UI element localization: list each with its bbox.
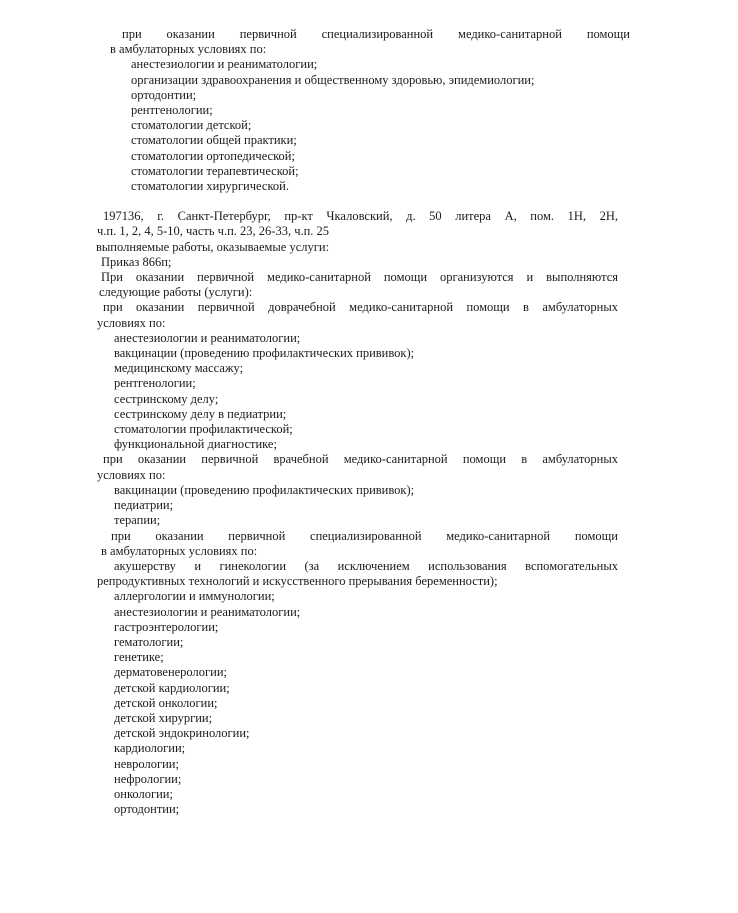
document-line: репродуктивных технологий и искусственного прерывания беременности); <box>97 574 498 589</box>
document-line: стоматологии терапевтической; <box>131 163 299 178</box>
document-line: детской хирургии; <box>114 710 213 725</box>
document-line: в амбулаторных условиях по: <box>110 42 267 57</box>
document-line: детской онкологии; <box>114 695 218 710</box>
document-line: условиях по: <box>97 315 166 330</box>
document-line: сестринскому делу; <box>114 391 219 406</box>
document-line: при оказании первичной специализированной медико-санитарной помощи <box>111 528 618 543</box>
document-line: стоматологии хирургической. <box>131 179 289 194</box>
document-line: анестезиологии и реаниматологии; <box>114 604 301 619</box>
document-line: рентгенологии; <box>114 376 196 391</box>
document-line: вакцинации (проведению профилактических прививок); <box>114 482 415 497</box>
document-line: педиатрии; <box>114 498 174 513</box>
document-line: стоматологии профилактической; <box>114 422 293 437</box>
document-line: выполняемые работы, оказываемые услуги: <box>96 239 330 254</box>
document-line: кардиологии; <box>114 741 186 756</box>
document-line: дерматовенерологии; <box>114 665 227 680</box>
document-line: анестезиологии и реаниматологии; <box>114 330 301 345</box>
document-line: гастроэнтерологии; <box>114 619 219 634</box>
document-line: при оказании первичной доврачебной медико-санитарной помощи в амбулаторных <box>103 300 618 315</box>
document-line: следующие работы (услуги): <box>99 285 253 300</box>
document-line: в амбулаторных условиях по: <box>101 543 258 558</box>
document-line: вакцинации (проведению профилактических прививок); <box>114 346 415 361</box>
document-line: рентгенологии; <box>131 103 213 118</box>
document-line: Приказ 866п; <box>101 254 172 269</box>
document-line: при оказании первичной специализированной медико-санитарной помощи <box>122 27 630 41</box>
document-line: 197136, г. Санкт-Петербург, пр-кт Чкаловский, д. 50 литера А, пом. 1Н, 2Н, <box>103 209 618 224</box>
document-line: стоматологии ортопедической; <box>131 148 295 163</box>
document-line: детской кардиологии; <box>114 680 230 695</box>
document-line: нефрологии; <box>114 771 182 786</box>
document-line: генетике; <box>114 650 164 665</box>
document-line: При оказании первичной медико-санитарной помощи организуются и выполняются <box>101 270 618 285</box>
document-line: ч.п. 1, 2, 4, 5-10, часть ч.п. 23, 26-33, ч.п. 25 <box>97 224 330 239</box>
document-line: аллергологии и иммунологии; <box>114 589 275 604</box>
document-line: анестезиологии и реаниматологии; <box>131 57 318 72</box>
document-line: стоматологии общей практики; <box>131 133 297 148</box>
document-line: медицинскому массажу; <box>114 361 244 376</box>
document-line: функциональной диагностике; <box>114 437 277 452</box>
document-line: условиях по: <box>97 467 166 482</box>
document-line: сестринскому делу в педиатрии; <box>114 406 287 421</box>
document-line: терапии; <box>114 513 161 528</box>
document-line: ортодонтии; <box>131 87 197 102</box>
document-line: стоматологии детской; <box>131 118 252 133</box>
document-line: ортодонтии; <box>114 802 180 817</box>
document-line: неврологии; <box>114 756 179 771</box>
document-line: онкологии; <box>114 786 173 801</box>
document-line: при оказании первичной врачебной медико-санитарной помощи в амбулаторных <box>103 452 618 467</box>
document-line: детской эндокринологии; <box>114 726 250 741</box>
document-line: гематологии; <box>114 634 184 649</box>
document-line: организации здравоохранения и общественному здоровью, эпидемиологии; <box>131 72 535 87</box>
document-line: акушерству и гинекологии (за исключением использования вспомогательных <box>114 558 618 573</box>
